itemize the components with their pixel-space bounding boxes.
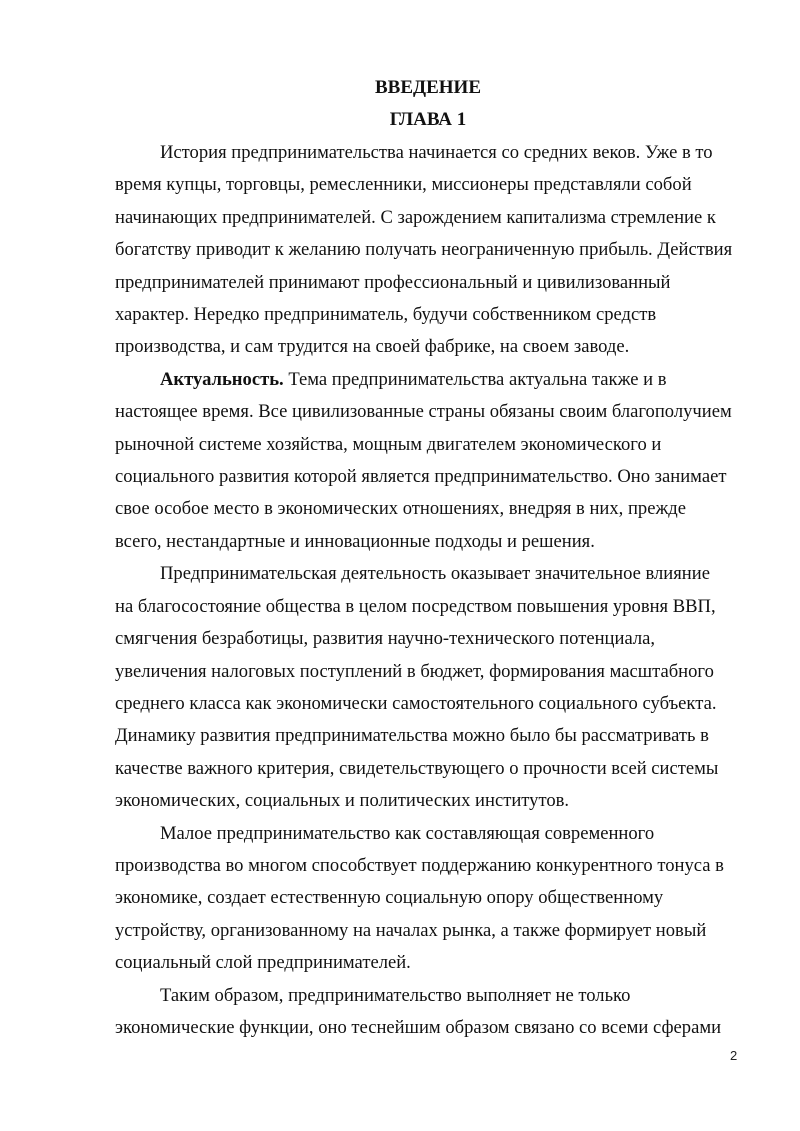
body-text — [115, 137, 745, 1044]
text-line: экономике, создает естественную социальную опору общественному — [115, 887, 664, 909]
text-fragment: Тема предпринимательства актуальна также и в — [283, 368, 667, 390]
text-line: устройству, организованному на началах рынка, а также формирует новый — [115, 919, 707, 941]
text-line: свое особое место в экономических отношениях, внедряя в них, прежде — [115, 498, 687, 520]
text-line: смягчения безработицы, развития научно-технического потенциала, — [115, 628, 656, 650]
heading-chapter: ГЛАВА 1 — [389, 109, 467, 130]
text-line: начинающих предпринимателей. С зарождением капитализма стремление к — [115, 206, 716, 228]
paragraph-relevance — [115, 364, 745, 558]
text-line: Таким образом, предпринимательство выполняет не только — [160, 984, 631, 1006]
text-line: социальный слой предпринимателей. — [115, 952, 411, 974]
text-line: экономических, социальных и политических институтов. — [115, 790, 570, 812]
text-line: рыночной системе хозяйства, мощным двигателем экономического и — [115, 433, 662, 455]
text-line: настоящее время. Все цивилизованные страны обязаны своим благополучием — [115, 401, 732, 423]
text-line: производства во многом способствует поддержанию конкурентного тонуса в — [115, 854, 724, 876]
text-line: характер. Нередко предприниматель, будучи собственником средств — [115, 304, 657, 326]
text-line — [115, 364, 745, 396]
text-line: богатству приводит к желанию получать неограниченную прибыль. Действия — [115, 239, 733, 261]
text-line: производства, и сам трудится на своей фабрике, на своем заводе. — [115, 336, 630, 358]
relevance-label: Актуальность. — [160, 368, 284, 390]
text-line: увеличения налоговых поступлений в бюджет, формирования масштабного — [115, 660, 714, 682]
paragraph-history — [115, 137, 745, 364]
text-line: Малое предпринимательство как составляющая современного — [160, 822, 655, 844]
text-line: на благосостояние общества в целом посредством повышения уровня ВВП, — [115, 595, 716, 617]
paragraph-small-business — [115, 818, 745, 980]
text-line: среднего класса как экономически самостоятельного социального субъекта. — [115, 692, 717, 714]
text-line: Предпринимательская деятельность оказывает значительное влияние — [160, 563, 710, 585]
text-line: История предпринимательства начинается со средних веков. Уже в то — [160, 142, 713, 163]
paragraph-activity — [115, 558, 745, 817]
text-line: Динамику развития предпринимательства можно было бы рассматривать в — [115, 725, 709, 747]
text-line: качестве важного критерия, свидетельствующего о прочности всей системы — [115, 757, 719, 779]
text-line: предпринимателей принимают профессиональный и цивилизованный — [115, 271, 671, 293]
text-line: социального развития которой является предпринимательство. Оно занимает — [115, 466, 727, 488]
text-line: время купцы, торговцы, ремесленники, миссионеры представляли собой — [115, 174, 692, 196]
page-number: 2 — [730, 1048, 738, 1063]
paragraph-conclusion — [115, 980, 745, 1045]
text-line: всего, нестандартные и инновационные подходы и решения. — [115, 530, 595, 552]
heading-introduction: ВВЕДЕНИЕ — [375, 77, 481, 98]
text-line: экономические функции, оно теснейшим образом связано со всеми сферами — [115, 1016, 722, 1038]
